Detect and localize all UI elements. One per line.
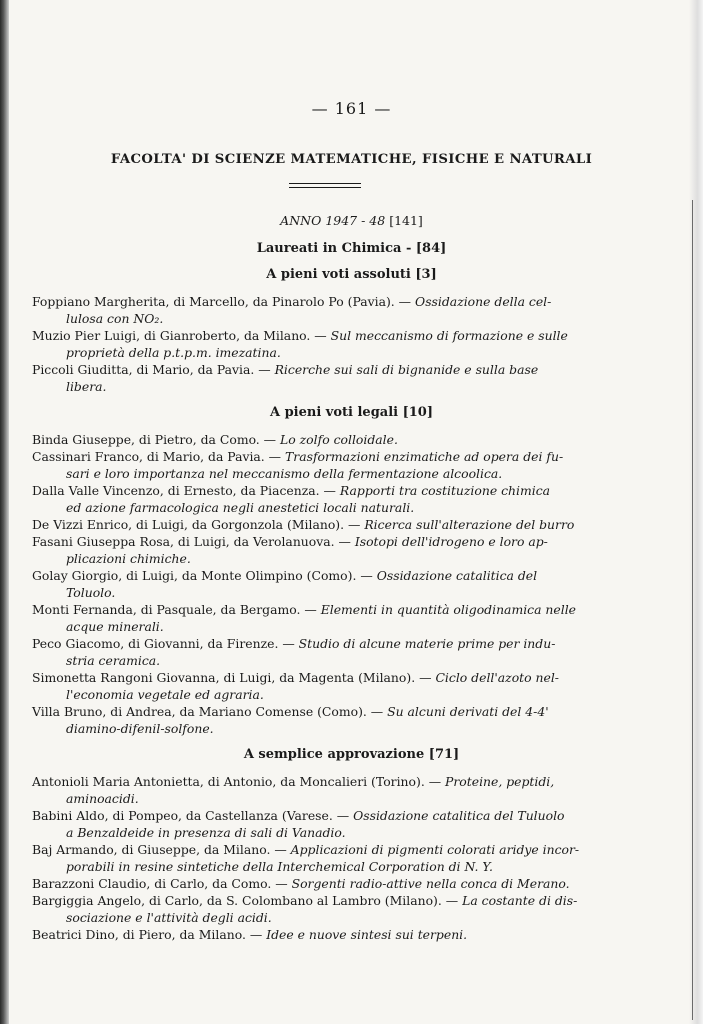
thesis-title-cont: l'economia vegetale ed agraria. <box>66 687 264 702</box>
year-label: ANNO <box>280 213 322 228</box>
section-heading-semplice: A semplice approvazione [71] <box>243 747 460 762</box>
section-heading-legali: A pieni voti legali [10] <box>269 405 434 420</box>
graduate-name: Baj Armando, di Giuseppe, da Milano. — <box>32 842 287 857</box>
graduate-name: Simonetta Rangoni Giovanna, di Luigi, da Magenta (Milano). — <box>32 670 432 685</box>
thesis-title: Studio di alcune materie prime per indu- <box>298 636 556 651</box>
graduate-entry <box>32 448 590 482</box>
graduate-entry <box>32 516 590 533</box>
graduate-entry <box>32 431 590 448</box>
divider-rule-top <box>289 183 361 184</box>
thesis-title: Ossidazione catalitica del <box>376 568 538 583</box>
binding-line <box>692 200 693 1020</box>
thesis-title: La costante di dis- <box>462 893 578 908</box>
graduate-entry <box>32 875 590 892</box>
page-number: — 161 — <box>311 99 392 118</box>
thesis-title: Isotopi dell'idrogeno e loro ap- <box>354 534 548 549</box>
thesis-title-cont: sociazione e l'attività degli acidi. <box>66 910 272 925</box>
graduate-entry <box>32 807 590 841</box>
graduate-name: Piccoli Giuditta, di Mario, da Pavia. — <box>32 362 271 377</box>
faculty-heading: FACOLTA' DI SCIENZE MATEMATICHE, FISICHE E NATURALI <box>110 152 593 167</box>
thesis-title: Su alcuni derivati del 4-4' <box>387 704 549 719</box>
graduate-name: Bargiggia Angelo, di Carlo, da S. Colombano al Lambro (Milano). — <box>32 893 459 908</box>
graduate-name: Dalla Valle Vincenzo, di Ernesto, da Piacenza. — <box>32 483 336 498</box>
thesis-title: Lo zolfo colloidale. <box>280 432 398 447</box>
graduate-entry <box>32 892 590 926</box>
thesis-title-cont: sari e loro importanza nel meccanismo della fermentazione alcoolica. <box>66 466 503 481</box>
graduate-name: Fasani Giuseppa Rosa, di Luigi, da Verolanuova. — <box>32 534 351 549</box>
chemistry-graduates-heading: Laureati in Chimica - [84] <box>256 241 447 256</box>
divider-rule-bottom <box>289 187 361 188</box>
thesis-title-cont: diamino-difenil-solfone. <box>66 721 214 736</box>
graduate-name: Foppiano Margherita, di Marcello, da Pinarolo Po (Pavia). — <box>32 294 412 309</box>
graduate-name: Monti Fernanda, di Pasquale, da Bergamo. — <box>32 602 317 617</box>
year-value: 1947 - 48 <box>325 213 386 228</box>
graduate-entry <box>32 841 590 875</box>
thesis-title: Rapporti tra costituzione chimica <box>339 483 551 498</box>
thesis-title-cont: acque minerali. <box>66 619 164 634</box>
thesis-title: Trasformazioni enzimatiche ad opera dei fu- <box>285 449 564 464</box>
section-heading-assoluti: A pieni voti assoluti [3] <box>266 267 437 282</box>
graduate-entry <box>32 567 590 601</box>
academic-year <box>0 213 703 228</box>
graduate-name: Antonioli Maria Antonietta, di Antonio, da Moncalieri (Torino). — <box>32 774 442 789</box>
graduate-entry <box>32 533 590 567</box>
thesis-title: Applicazioni di pigmenti colorati aridye incor- <box>290 842 580 857</box>
graduate-name: Muzio Pier Luigi, di Gianroberto, da Milano. — <box>32 328 327 343</box>
graduate-entry <box>32 773 590 807</box>
graduate-entry <box>32 926 590 943</box>
thesis-title: Idee e nuove sintesi sui terpeni. <box>266 927 468 942</box>
graduate-name: Cassinari Franco, di Mario, da Pavia. — <box>32 449 282 464</box>
thesis-title-cont: proprietà della p.t.p.m. imezatina. <box>66 345 281 360</box>
thesis-title-cont: aminoacidi. <box>66 791 139 806</box>
graduate-name: Barazzoni Claudio, di Carlo, da Como. — <box>32 876 288 891</box>
graduate-entry <box>32 361 590 395</box>
graduate-entry <box>32 482 590 516</box>
thesis-title-cont: plicazioni chimiche. <box>66 551 191 566</box>
thesis-title-cont: stria ceramica. <box>66 653 161 668</box>
thesis-title: Sorgenti radio-attive nella conca di Merano. <box>291 876 570 891</box>
thesis-title: Ossidazione della cel- <box>415 294 552 309</box>
graduate-entry <box>32 327 590 361</box>
thesis-title: Proteine, peptidi, <box>445 774 555 789</box>
graduate-name: Babini Aldo, di Pompeo, da Castellanza (Varese. — <box>32 808 350 823</box>
thesis-title: Ossidazione catalitica del Tuluolo <box>353 808 565 823</box>
thesis-title: Sul meccanismo di formazione e sulle <box>330 328 568 343</box>
thesis-title: Ricerca sull'alterazione del burro <box>364 517 575 532</box>
thesis-title-cont: Toluolo. <box>66 585 116 600</box>
graduate-name: Beatrici Dino, di Piero, da Milano. — <box>32 927 263 942</box>
thesis-title-cont: a Benzaldeide in presenza di sali di Vanadio. <box>66 825 346 840</box>
thesis-title-cont: libera. <box>66 379 107 394</box>
thesis-title-cont: ed azione farmacologica negli anestetici locali naturali. <box>66 500 415 515</box>
graduate-entry <box>32 703 590 737</box>
graduate-entry <box>32 601 590 635</box>
graduate-name: Peco Giacomo, di Giovanni, da Firenze. — <box>32 636 295 651</box>
thesis-title: Ciclo dell'azoto nel- <box>435 670 559 685</box>
graduate-name: De Vizzi Enrico, di Luigi, da Gorgonzola (Milano). — <box>32 517 361 532</box>
graduate-name: Golay Giorgio, di Luigi, da Monte Olimpino (Como). — <box>32 568 373 583</box>
year-count: [141] <box>389 213 423 228</box>
graduate-entry <box>32 293 590 327</box>
graduate-entry <box>32 635 590 669</box>
graduate-name: Binda Giuseppe, di Pietro, da Como. — <box>32 432 277 447</box>
thesis-title: Ricerche sui sali di bignanide e sulla base <box>274 362 539 377</box>
graduate-entry <box>32 669 590 703</box>
graduate-name: Villa Bruno, di Andrea, da Mariano Comense (Como). — <box>32 704 384 719</box>
thesis-title: Elementi in quantità oligodinamica nelle <box>320 602 576 617</box>
thesis-title-cont: porabili in resine sintetiche della Interchemical Corporation di N. Y. <box>66 859 493 874</box>
thesis-title-cont: lulosa con NO₂. <box>66 311 164 326</box>
